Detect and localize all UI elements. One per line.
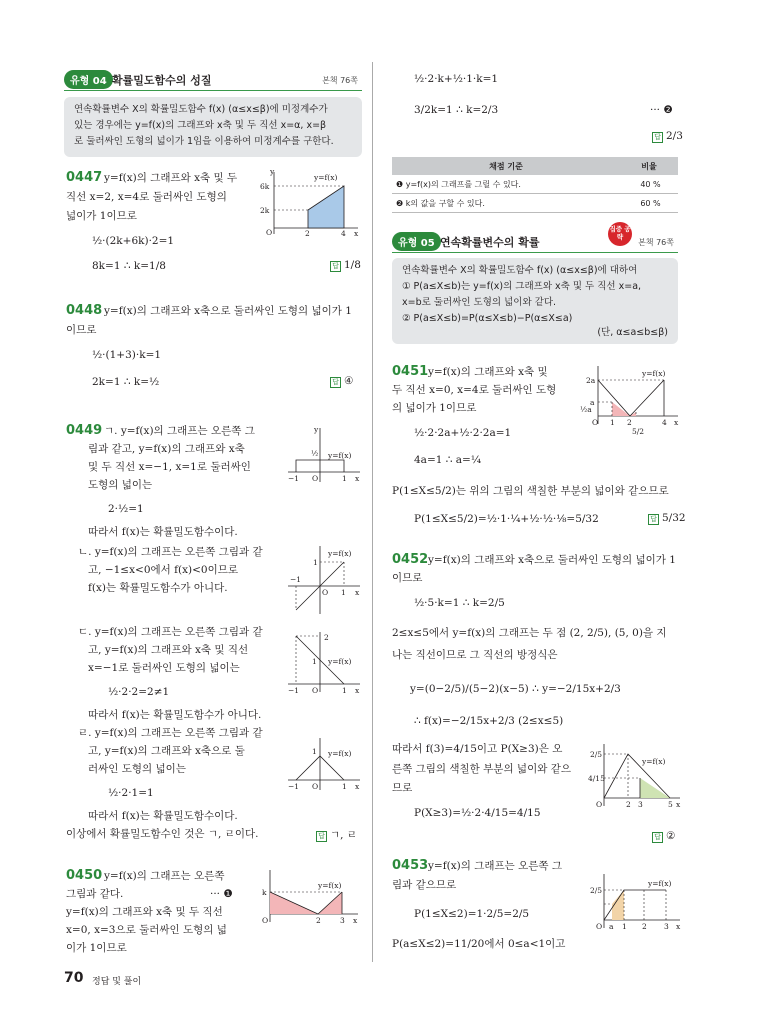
page-number: 70	[64, 970, 84, 986]
graph-label: x	[354, 229, 359, 236]
text-line: y=f(x)의 그래프와 x축 및 두	[104, 172, 238, 184]
problem-number: 0447	[66, 170, 103, 185]
graph-label: 1	[312, 747, 317, 756]
answer-icon: 답	[330, 377, 341, 388]
equation: P(X≥3)=½·2·4/15=4/15	[414, 807, 541, 819]
graph-label: y	[270, 168, 275, 176]
graph-label: −1	[288, 686, 300, 694]
text-line: 따라서 f(x)는 확률밀도함수이다.	[88, 810, 238, 822]
equation: 8k=1 ∴ k=1/8	[92, 260, 166, 272]
graph-label: 4	[662, 418, 667, 427]
answer-icon: 답	[330, 261, 341, 272]
graph-label: y=f(x)	[318, 881, 342, 890]
problem-number: 0452	[392, 552, 429, 567]
table-cell: 60 %	[620, 194, 678, 213]
graph-label: 2	[642, 922, 647, 931]
graph-label: O	[312, 474, 319, 483]
text-line: 따라서 f(x)는 확률밀도함수이다.	[88, 526, 238, 538]
text-line: ㄴ. y=f(x)의 그래프는 오른쪽 그림과 같	[78, 546, 263, 558]
text-line: x=0, x=3으로 둘러싸인 도형의 넓	[66, 924, 227, 936]
graph-label: 1	[341, 588, 346, 597]
equation: P(1≤X≤5/2)=½·1·¼+½·½·⅛=5/32	[414, 513, 599, 525]
text-line: 고, −1≤x<0에서 f(x)<0이므로	[88, 564, 239, 576]
graph-label: 1	[622, 922, 627, 931]
text-line: y=f(x)의 그래프와 x축 및 두 직선	[66, 906, 223, 918]
equation: ½·(2k+6k)·2=1	[92, 235, 175, 247]
answer-icon: 답	[652, 832, 663, 843]
equation: ½·2·2=2≠1	[108, 686, 170, 698]
graph-0453	[584, 870, 684, 934]
section-title: 확률밀도함수의 성질	[112, 74, 212, 87]
footer-label: 정답 및 풀이	[92, 977, 142, 987]
equation: ½·2·1=1	[108, 787, 154, 799]
equation: P(1≤X≤2)=1·2/5=2/5	[414, 908, 530, 920]
text-line: 이므로	[66, 324, 97, 336]
text-line: 그림과 같다.	[66, 888, 124, 900]
graph-label: ½	[311, 449, 319, 458]
graph-label: 2	[316, 916, 321, 925]
text-line: 이가 1이므로	[66, 942, 127, 954]
section-ref: 본책 76쪽	[638, 238, 674, 247]
equation: P(a≤X≤2)=11/20에서 0≤a<1이고	[392, 938, 566, 950]
graph-label: O	[312, 686, 319, 694]
box-line: x=b로 둘러싸인 도형의 넓이와 같다.	[402, 297, 557, 308]
graph-label: O	[592, 418, 599, 427]
box-line: ② P(a≤X≤b)=P(α≤X≤b)−P(α≤X≤a)	[402, 313, 573, 324]
table-cell: 40 %	[620, 175, 678, 194]
graph-label: x	[676, 800, 681, 809]
table-header: 채점 기준	[392, 157, 620, 175]
text-line: 나는 직선이므로 그 직선의 방정식은	[392, 649, 558, 661]
text-line: 므로	[392, 782, 413, 794]
graph-label: x	[355, 588, 360, 597]
graph-label: O	[322, 588, 329, 597]
graph-label: O	[596, 922, 603, 931]
graph-label: y	[314, 425, 319, 434]
box-line: 연속확률변수 X의 확률밀도함수 f(x) (α≤x≤β)에 대하여	[402, 265, 638, 276]
graph-label: a	[609, 922, 614, 931]
graph-label: −1	[288, 474, 300, 483]
text-line: ㄹ. y=f(x)의 그래프는 오른쪽 그림과 같	[78, 727, 263, 739]
graph-label: 2/5	[590, 750, 603, 759]
graph-label: 1	[312, 657, 317, 666]
graph-label: k	[262, 888, 267, 897]
graph-label: x	[676, 922, 681, 931]
marker: ··· ❶	[210, 888, 233, 900]
equation: ½·(1+3)·k=1	[92, 349, 162, 361]
section-title: 연속확률변수의 확률	[440, 236, 540, 249]
text-line: y=f(x)의 그래프와 x축 및	[428, 366, 548, 378]
graph-label: 2a	[586, 376, 596, 385]
answer-icon: 답	[648, 514, 659, 525]
box-line: 있는 경우에는 y=f(x)의 그래프와 x축 및 두 직선 x=α, x=β	[74, 120, 327, 131]
focus-tag: 집중 공략	[608, 222, 632, 246]
graph-label: x	[355, 782, 360, 791]
graph-0449-b	[284, 542, 364, 616]
graph-label: 4	[341, 229, 346, 236]
text-line: 도형의 넓이는	[88, 479, 153, 491]
graph-label: y=f(x)	[328, 549, 352, 558]
problem-number: 0453	[392, 858, 429, 873]
graph-0447	[258, 168, 362, 236]
section-badge: 유형 04	[64, 70, 113, 89]
graph-label: O	[266, 228, 273, 236]
box-line: (단, α≤a≤b≤β)	[597, 327, 668, 338]
graph-label: 4/15	[588, 774, 605, 783]
graph-label: 3	[340, 916, 345, 925]
text-line: 림과 같으므로	[392, 879, 457, 891]
graph-label: 3	[664, 922, 669, 931]
graph-label: 1	[342, 474, 347, 483]
graph-label: 3	[638, 800, 643, 809]
equation: ½·2·2a+½·2·2a=1	[414, 427, 512, 439]
graph-label: y=f(x)	[642, 369, 666, 378]
problem-number: 0448	[66, 303, 103, 318]
answer: 답 2/3	[652, 130, 683, 143]
table-cell: ❶ y=f(x)의 그래프를 그릴 수 있다.	[392, 175, 620, 194]
text-line: f(x)는 확률밀도함수가 아니다.	[88, 582, 228, 594]
equation: ½·5·k=1 ∴ k=2/5	[414, 597, 505, 609]
graph-label: 1	[610, 418, 615, 427]
problem-number: 0451	[392, 364, 429, 379]
graph-label: x	[353, 916, 358, 925]
table-header: 비율	[620, 157, 678, 175]
graph-label: y=f(x)	[314, 173, 338, 182]
text-line: 림과 같고, y=f(x)의 그래프와 x축	[88, 443, 245, 455]
text-line: 및 두 직선 x=−1, x=1로 둘러싸인	[88, 461, 251, 473]
graph-label: y=f(x)	[328, 749, 352, 758]
graph-label: y=f(x)	[648, 879, 672, 888]
graph-label: 2	[627, 418, 632, 427]
text-line: y=f(x)의 그래프는 오른쪽	[104, 870, 225, 882]
text-line: 고, y=f(x)의 그래프와 x축으로 둘	[88, 745, 245, 757]
graph-label: y=f(x)	[328, 451, 352, 460]
section-summary-box	[64, 97, 362, 157]
graph-label: x	[674, 418, 679, 427]
answer: 답 1/8	[330, 259, 361, 272]
text-line: 의 넓이가 1이므로	[392, 402, 477, 414]
graph-label: 1	[342, 686, 347, 694]
graph-label: O	[262, 916, 269, 925]
text-line: P(1≤X≤5/2)는 위의 그림의 색칠한 부분의 넓이와 같으므로	[392, 485, 669, 497]
text-line: 이상에서 확률밀도함수인 것은 ㄱ, ㄹ이다.	[66, 828, 259, 840]
graph-label: 1	[313, 558, 318, 567]
section-ref: 본책 76쪽	[322, 76, 358, 85]
graph-label: 5	[668, 800, 673, 809]
equation: y=(0−2/5)/(5−2)(x−5) ∴ y=−2/15x+2/3	[410, 683, 621, 695]
text-line: 따라서 f(3)=4/15이고 P(X≥3)은 오	[392, 743, 563, 755]
text-line: ㄱ. y=f(x)의 그래프는 오른쪽 그	[104, 425, 255, 437]
text-line: 두 직선 x=0, x=4로 둘러싸인 도형	[392, 384, 557, 396]
graph-0450	[258, 866, 362, 926]
text-line: 2≤x≤5에서 y=f(x)의 그래프는 두 점 (2, 2/5), (5, 0)을 지	[392, 627, 667, 639]
text-line: 직선 x=2, x=4로 둘러싸인 도형의	[66, 191, 227, 203]
graph-label: −1	[290, 575, 302, 584]
section-badge: 유형 05	[392, 232, 441, 251]
graph-0452	[588, 740, 684, 810]
graph-label: y=f(x)	[642, 757, 666, 766]
answer: 답 5/32	[648, 512, 686, 525]
graph-label: 2	[305, 229, 310, 236]
graph-label: O	[596, 800, 603, 809]
text-line: 따라서 f(x)는 확률밀도함수가 아니다.	[88, 709, 262, 721]
graph-0449-a	[284, 424, 364, 484]
answer-icon: 답	[652, 132, 663, 143]
text-line: 이므로	[392, 572, 423, 584]
text-line: y=f(x)의 그래프와 x축으로 둘러싸인 도형의 넓이가 1	[104, 305, 352, 317]
graph-label: 5/2	[632, 427, 645, 436]
graph-label: 2k	[260, 206, 270, 215]
graph-label: x	[355, 686, 360, 694]
graph-label: x	[355, 474, 360, 483]
column-divider	[372, 62, 373, 962]
section-header-04	[64, 70, 362, 91]
text-line: ㄷ. y=f(x)의 그래프는 오른쪽 그림과 같	[78, 626, 263, 638]
box-line: 로 둘러싸인 도형의 넓이가 1임을 이용하여 미정계수를 구한다.	[74, 136, 334, 147]
box-line: ① P(a≤X≤b)는 y=f(x)의 그래프와 x축 및 두 직선 x=a,	[402, 281, 642, 292]
graph-label: 6k	[260, 182, 270, 191]
text-line: 넓이가 1이므로	[66, 210, 137, 222]
graph-label: 2/5	[590, 886, 603, 895]
text-line: 고, y=f(x)의 그래프와 x축 및 직선	[88, 644, 249, 656]
answer: 답 ㄱ, ㄹ	[316, 827, 357, 842]
graph-label: a	[590, 398, 595, 407]
equation: ∴ f(x)=−2/15x+2/3 (2≤x≤5)	[414, 715, 564, 727]
section-header-05	[392, 225, 678, 253]
scoring-table	[392, 157, 678, 213]
marker: ··· ❷	[650, 104, 673, 116]
text-line: 러싸인 도형의 넓이는	[88, 763, 186, 775]
answer: 답 ④	[330, 375, 353, 388]
text-line: y=f(x)의 그래프는 오른쪽 그	[428, 860, 563, 872]
table-row	[392, 194, 678, 213]
table-row	[392, 175, 678, 194]
problem-number: 0450	[66, 868, 103, 883]
equation: 3/2k=1 ∴ k=2/3	[414, 104, 499, 116]
graph-label: 2	[626, 800, 631, 809]
table-cell: ❷ k의 값을 구할 수 있다.	[392, 194, 620, 213]
box-line: 연속확률변수 X의 확률밀도함수 f(x) (α≤x≤β)에 미정계수가	[74, 104, 328, 115]
graph-label: 1	[342, 782, 347, 791]
graph-0451	[578, 362, 682, 438]
problem-number: 0449	[66, 423, 103, 438]
answer: 답 ②	[652, 830, 675, 843]
text-line: 른쪽 그림의 색칠한 부분의 넓이와 같으	[392, 763, 571, 775]
graph-label: O	[312, 782, 319, 791]
answer-icon: 답	[316, 831, 327, 842]
graph-0449-d	[284, 734, 364, 792]
graph-label: ½a	[580, 405, 592, 414]
graph-label: y=f(x)	[328, 657, 352, 666]
section-summary-box	[392, 258, 678, 344]
text-line: x=−1로 둘러싸인 도형의 넓이는	[88, 662, 240, 674]
equation: 4a=1 ∴ a=¼	[414, 454, 482, 466]
equation: 2·½=1	[108, 503, 144, 515]
equation: 2k=1 ∴ k=½	[92, 376, 160, 388]
graph-label: 2	[324, 633, 329, 642]
equation: ½·2·k+½·1·k=1	[414, 73, 499, 85]
text-line: y=f(x)의 그래프와 x축으로 둘러싸인 도형의 넓이가 1	[428, 554, 676, 566]
graph-label: −1	[288, 782, 300, 791]
graph-0449-c	[284, 628, 364, 694]
